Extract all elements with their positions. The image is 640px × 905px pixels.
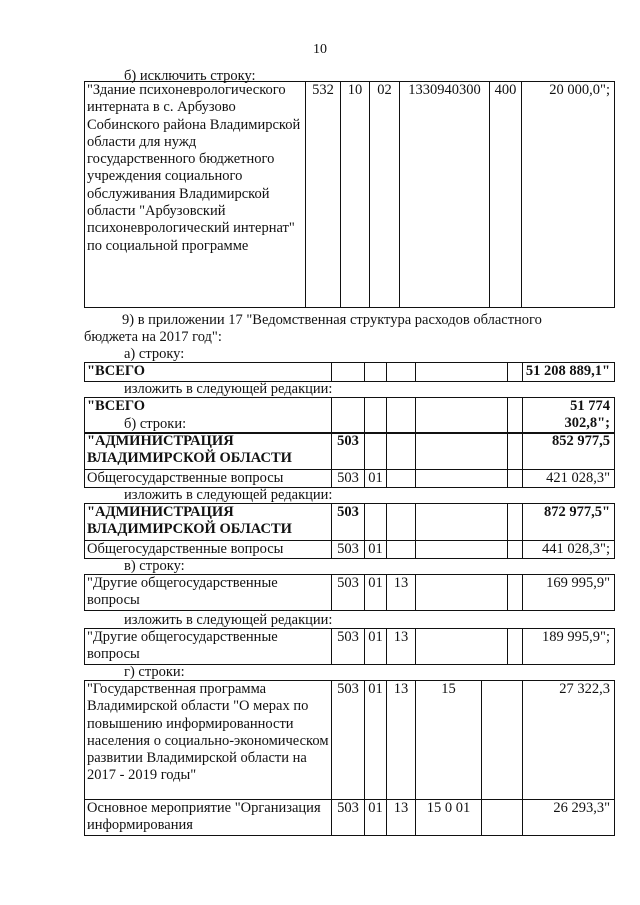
row-name: "Другие общегосударственные вопросы: [85, 575, 332, 611]
table-program: [84, 680, 615, 836]
cell-amount: 20 000,0";: [522, 82, 615, 308]
cell-ministry: 503: [332, 800, 365, 836]
table-total-old: [84, 362, 615, 382]
table-row: [85, 470, 615, 488]
table-admin-old: [84, 432, 615, 488]
table-row: [85, 629, 615, 665]
row-name: "Государственная программа Владимирской области "О мерах по повышению информированности населения о социально-экономическом развитии Владимирской области на 2017 - 2019 годы": [85, 681, 332, 800]
cell-target-article: 1330940300: [400, 82, 490, 308]
row-name: "ВСЕГО: [85, 398, 332, 434]
table-row: [85, 681, 615, 800]
cell-ministry: 503: [332, 681, 365, 800]
cell-ministry: 503: [332, 504, 365, 541]
cell-ministry: 503: [332, 470, 365, 488]
table-row: [85, 800, 615, 836]
cell-amount: 27 322,3: [523, 681, 615, 800]
table-row: [85, 433, 615, 470]
row-name: "Здание психоневрологического интерната в с. Арбузово Собинского района Владимирской области для нужд государственного бюджетного учреждения социального обслуживания Владимирской области "Арбузовский психоневрологический интернат" по социальной программе: [85, 82, 306, 308]
table-row: [85, 541, 615, 559]
cell-ministry: 503: [332, 629, 365, 665]
table-admin-new: [84, 503, 615, 559]
table-row: [85, 575, 615, 611]
cell-target-article: 15: [416, 681, 482, 800]
cell-amount: 872 977,5": [523, 504, 615, 541]
cell-section: 01: [365, 681, 387, 800]
cell-ministry: 503: [332, 541, 365, 559]
table-other-new: [84, 628, 615, 665]
row-name: "АДМИНИСТРАЦИЯ ВЛАДИМИРСКОЙ ОБЛАСТИ: [85, 433, 332, 470]
cell-amount: 441 028,3";: [523, 541, 615, 559]
cell-section: 01: [365, 541, 387, 559]
cell-subsection: 13: [387, 681, 416, 800]
cell-amount: 169 995,9": [523, 575, 615, 611]
cell-section: 01: [365, 470, 387, 488]
row-name: Основное мероприятие "Организация информирования: [85, 800, 332, 836]
cell-amount: 189 995,9";: [523, 629, 615, 665]
cell-amount: 421 028,3": [523, 470, 615, 488]
item-9-text: [84, 312, 612, 346]
table-row: [85, 363, 615, 382]
label-b-exclude: б) исключить строку:: [124, 68, 256, 84]
label-g-rows: г) строки:: [124, 664, 185, 680]
table-row: [85, 82, 615, 308]
cell-ministry: 503: [332, 575, 365, 611]
table-other-old: [84, 574, 615, 611]
cell-section: 01: [365, 629, 387, 665]
cell-subsection: 02: [370, 82, 400, 308]
cell-amount: 26 293,3": [523, 800, 615, 836]
cell-ministry: 532: [306, 82, 341, 308]
cell-subsection: 13: [387, 800, 416, 836]
label-restate-1: изложить в следующей редакции:: [124, 381, 333, 397]
row-name: "АДМИНИСТРАЦИЯ ВЛАДИМИРСКОЙ ОБЛАСТИ: [85, 504, 332, 541]
label-b-rows: б) строки:: [124, 416, 187, 432]
cell-section: 01: [365, 575, 387, 611]
page-number: 10: [313, 42, 327, 57]
cell-amount: 852 977,5: [523, 433, 615, 470]
label-a-row: а) строку:: [124, 346, 185, 362]
table-row: [85, 504, 615, 541]
cell-ministry: 503: [332, 433, 365, 470]
table-exclude-row: [84, 81, 615, 308]
row-name: Общегосударственные вопросы: [85, 470, 332, 488]
cell-section: 10: [341, 82, 370, 308]
cell-target-article: 15 0 01: [416, 800, 482, 836]
label-restate-3: изложить в следующей редакции:: [124, 612, 333, 628]
cell-amount: 51 208 889,1": [523, 363, 615, 382]
row-name: "Другие общегосударственные вопросы: [85, 629, 332, 665]
label-v-row: в) строку:: [124, 558, 185, 574]
cell-subsection: 13: [387, 575, 416, 611]
item-9-line1: 9) в приложении 17 "Ведомственная структура расходов областного: [122, 312, 542, 328]
cell-section: 01: [365, 800, 387, 836]
cell-expense-type: 400: [490, 82, 522, 308]
item-9-line2: бюджета на 2017 год":: [84, 329, 222, 345]
cell-amount: 51 774 302,8";: [523, 398, 615, 434]
row-name: Общегосударственные вопросы: [85, 541, 332, 559]
label-restate-2: изложить в следующей редакции:: [124, 487, 333, 503]
row-name: "ВСЕГО: [85, 363, 332, 382]
cell-subsection: 13: [387, 629, 416, 665]
